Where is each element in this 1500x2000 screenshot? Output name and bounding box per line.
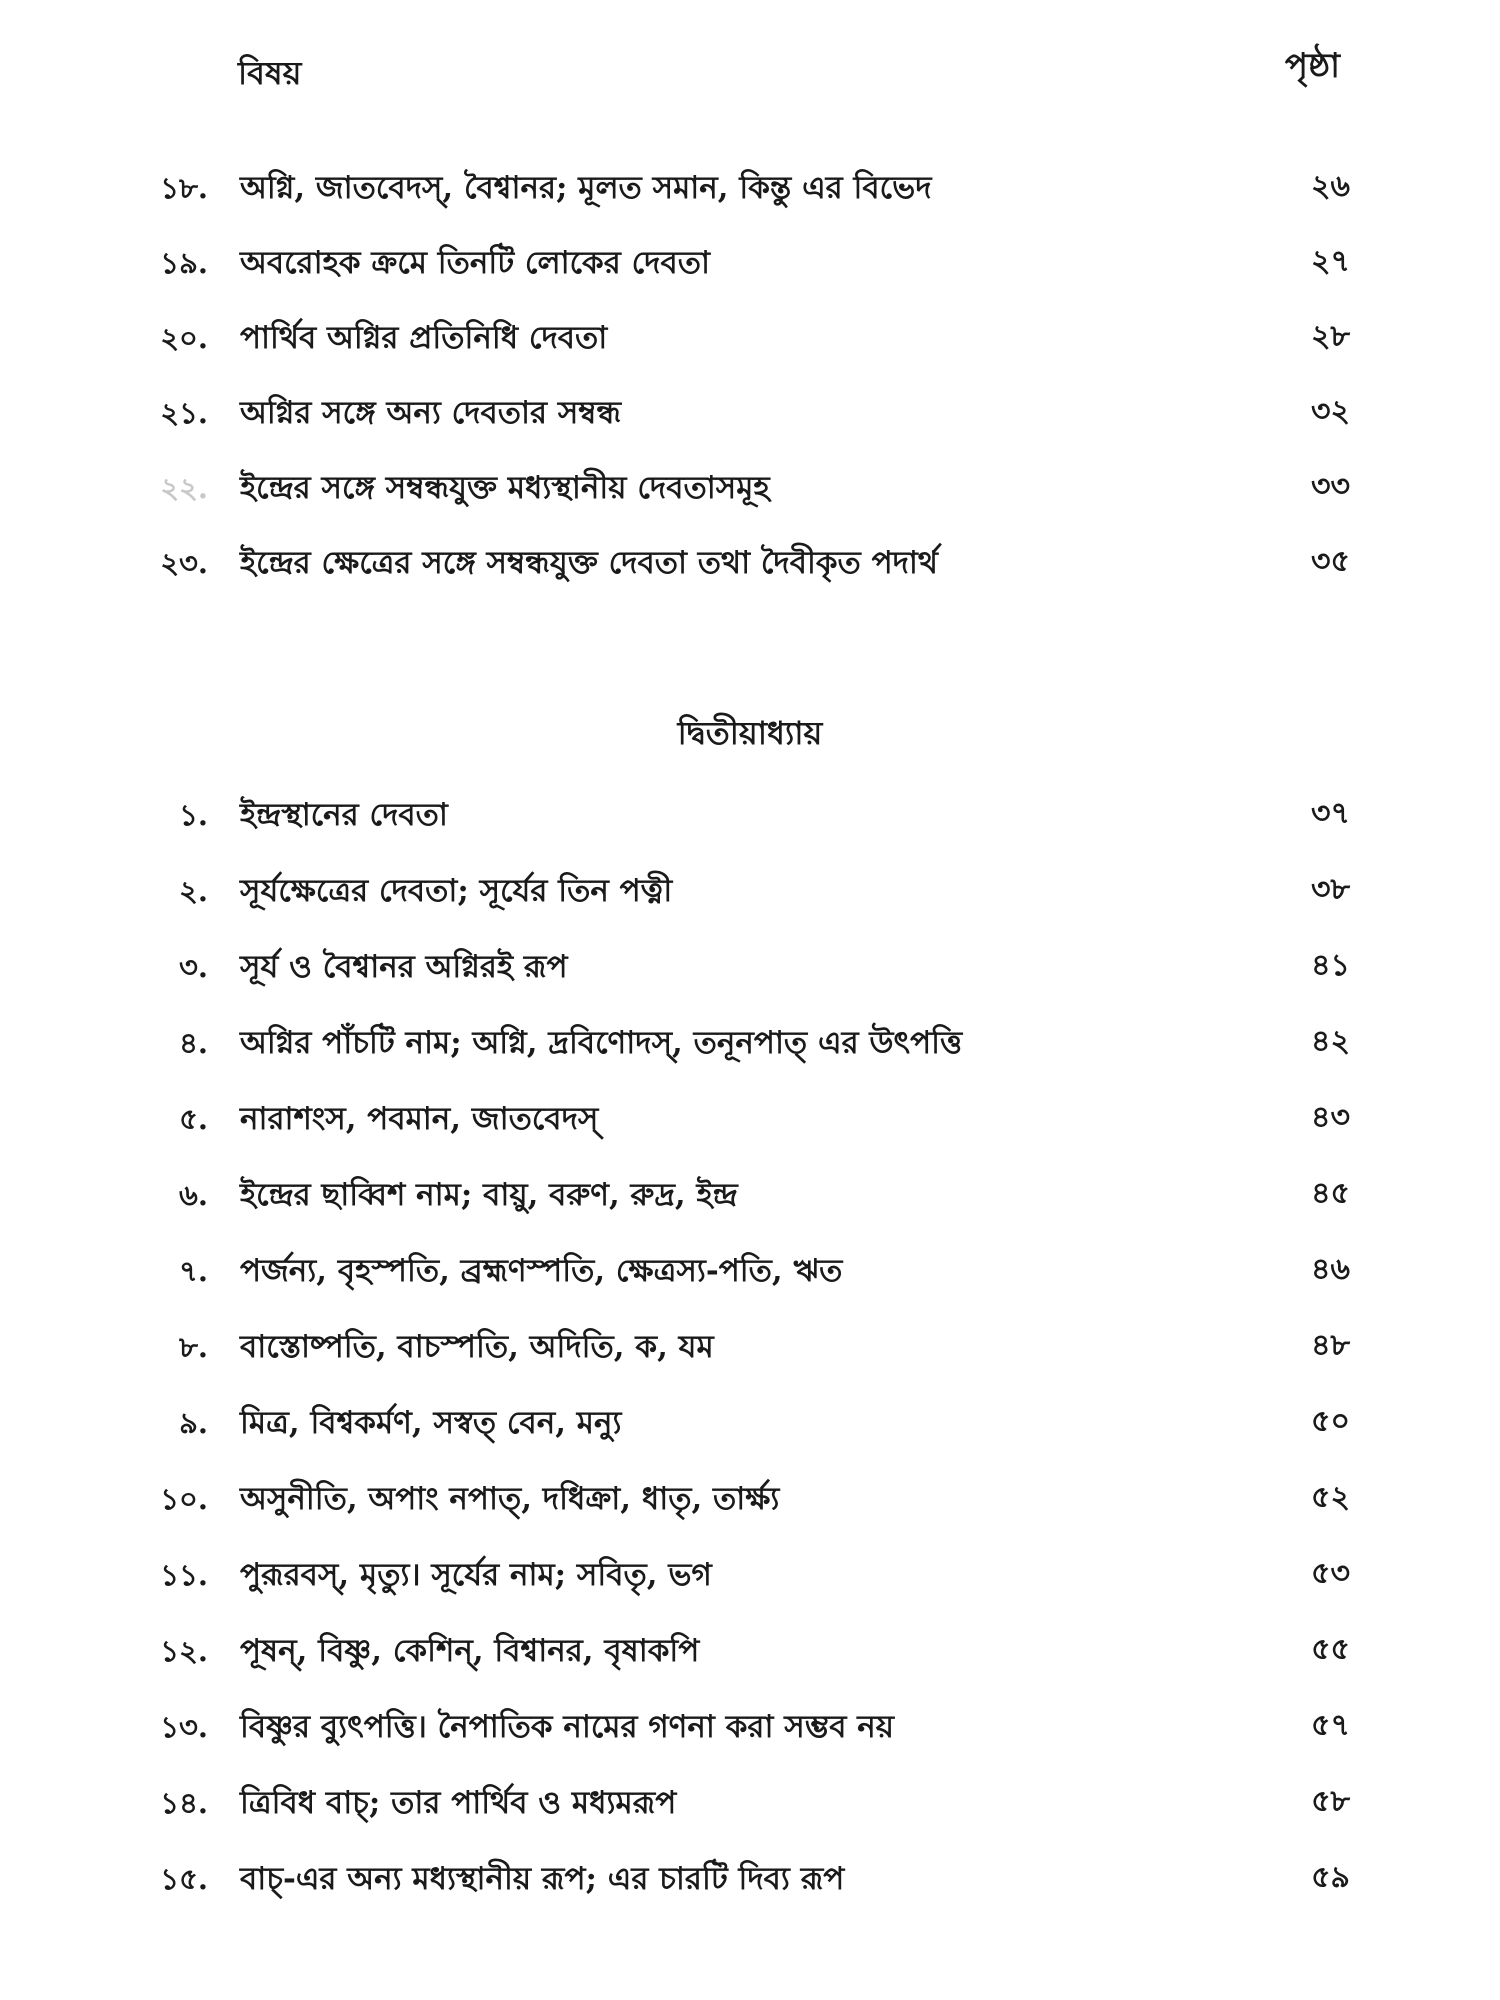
entry-page: ৫৭ — [1311, 1708, 1350, 1743]
entry-title: বিষ্ণুর ব্যুৎপত্তি। নৈপাতিক নামের গণনা করা সম্ভব নয় — [240, 1709, 895, 1745]
toc-entry — [0, 533, 1500, 608]
entry-number: ১৪. — [160, 1786, 208, 1820]
entry-title: ইন্দ্রের সঙ্গে সম্বন্ধযুক্ত মধ্যস্থানীয় দেবতাসমূহ — [240, 470, 770, 506]
toc-entry — [0, 458, 1500, 533]
entry-number: ৩. — [179, 950, 208, 984]
entry-number: ১৩. — [160, 1710, 208, 1744]
page-column-header: পৃষ্ঠা — [1284, 46, 1340, 86]
entry-title: বাস্তোষ্পতি, বাচস্পতি, অদিতি, ক, যম — [240, 1329, 714, 1365]
toc-entry — [0, 1317, 1500, 1393]
toc-section-second — [0, 785, 1500, 1925]
entry-page: ৫২ — [1311, 1480, 1350, 1515]
entry-page: ৩৭ — [1310, 796, 1350, 831]
entry-page: ৪২ — [1311, 1024, 1350, 1059]
toc-entry — [0, 383, 1500, 458]
entry-title: ত্রিবিধ বাচ্; তার পার্থিব ও মধ্যমরূপ — [240, 1785, 677, 1821]
entry-number: ৬. — [179, 1178, 208, 1212]
toc-entry — [0, 1697, 1500, 1773]
entry-title: পূষন্, বিষ্ণু, কেশিন্, বিশ্বানর, বৃষাকপি — [240, 1633, 700, 1669]
entry-title: অসুনীতি, অপাং নপাত্, দধিক্রা, ধাতৃ, তার্ক্ষ্য — [240, 1481, 780, 1517]
toc-entry — [0, 1849, 1500, 1925]
entry-page: ২৬ — [1310, 169, 1350, 204]
entry-page: ৪৫ — [1311, 1176, 1350, 1211]
toc-entry — [0, 1393, 1500, 1469]
entry-number: ২৩. — [160, 546, 208, 580]
entry-page: ৫০ — [1311, 1404, 1350, 1439]
entry-title: পর্জন্য, বৃহস্পতি, ব্রহ্মণস্পতি, ক্ষেত্রস্য-পতি, ঋত — [240, 1253, 843, 1289]
toc-entry — [0, 308, 1500, 383]
entry-title: ইন্দ্রের ছাব্বিশ নাম; বায়ু, বরুণ, রুদ্র, ইন্দ্র — [240, 1177, 738, 1213]
entry-page: ২৭ — [1310, 244, 1350, 279]
entry-page: ৩৮ — [1311, 872, 1350, 907]
entry-number: ৪. — [179, 1026, 208, 1060]
entry-title: বাচ্-এর অন্য মধ্যস্থানীয় রূপ; এর চারটি দিব্য রূপ — [240, 1861, 845, 1897]
entry-number: ১১. — [160, 1558, 208, 1592]
toc-entry — [0, 1241, 1500, 1317]
entry-title: পার্থিব অগ্নির প্রতিনিধি দেবতা — [240, 320, 608, 356]
entry-page: ৪১ — [1311, 948, 1350, 983]
toc-entry — [0, 1773, 1500, 1849]
entry-title: সূর্যক্ষেত্রের দেবতা; সূর্যের তিন পত্নী — [240, 873, 673, 909]
entry-number: ২০. — [160, 321, 208, 355]
subject-column-header: বিষয় — [238, 54, 302, 92]
toc-entry — [0, 785, 1500, 861]
entry-page: ৩৫ — [1311, 544, 1350, 579]
entry-title: ইন্দ্রের ক্ষেত্রের সঙ্গে সম্বন্ধযুক্ত দেবতা তথা দৈবীকৃত পদার্থ — [240, 545, 938, 581]
chapter-heading: দ্বিতীয়াধ্যায় — [677, 714, 823, 752]
entry-number: ১২. — [160, 1634, 208, 1668]
entry-title: অগ্নি, জাতবেদস্, বৈশ্বানর; মূলত সমান, কিন্তু এর বিভেদ — [240, 170, 932, 206]
entry-number: ৭. — [179, 1254, 208, 1288]
entry-number: ১৯. — [160, 246, 208, 280]
entry-page: ৪৩ — [1311, 1100, 1350, 1135]
toc-entry — [0, 1621, 1500, 1697]
toc-entry — [0, 1013, 1500, 1089]
entry-title: অবরোহক ক্রমে তিনটি লোকের দেবতা — [240, 245, 710, 281]
entry-number: ২২. — [160, 471, 208, 505]
toc-entry — [0, 233, 1500, 308]
entry-title: সূর্য ও বৈশ্বানর অগ্নিরই রূপ — [240, 949, 568, 985]
toc-entry — [0, 1469, 1500, 1545]
toc-section-first — [0, 158, 1500, 608]
entry-title: অগ্নির সঙ্গে অন্য দেবতার সম্বন্ধ — [240, 395, 622, 431]
toc-entry — [0, 861, 1500, 937]
toc-entry — [0, 1165, 1500, 1241]
entry-number: ১. — [179, 798, 208, 832]
entry-page: ৩৩ — [1310, 469, 1350, 504]
entry-page: ৫৮ — [1311, 1784, 1350, 1819]
entry-title: ইন্দ্রস্থানের দেবতা — [240, 797, 448, 833]
entry-page: ৫৩ — [1311, 1556, 1350, 1591]
entry-number: ১৫. — [160, 1862, 208, 1896]
entry-number: ২১. — [160, 396, 208, 430]
entry-number: ৫. — [179, 1102, 208, 1136]
entry-number: ৮. — [179, 1330, 208, 1364]
entry-number: ২. — [179, 874, 208, 908]
entry-number: ৯. — [179, 1406, 208, 1440]
entry-page: ৪৬ — [1311, 1252, 1350, 1287]
entry-page: ২৮ — [1311, 319, 1350, 354]
entry-page: ৫৯ — [1311, 1860, 1350, 1895]
entry-title: নারাশংস, পবমান, জাতবেদস্ — [240, 1101, 599, 1137]
toc-entry — [0, 1545, 1500, 1621]
entry-page: ৩২ — [1310, 394, 1350, 429]
entry-number: ১৮. — [160, 171, 208, 205]
entry-page: ৫৫ — [1311, 1632, 1350, 1667]
entry-title: অগ্নির পাঁচটি নাম; অগ্নি, দ্রবিণোদস্, তনূনপাত্ এর উৎপত্তি — [240, 1025, 963, 1061]
toc-entry — [0, 1089, 1500, 1165]
toc-entry — [0, 937, 1500, 1013]
toc-entry — [0, 158, 1500, 233]
entry-number: ১০. — [160, 1482, 208, 1516]
entry-page: ৪৮ — [1311, 1328, 1350, 1363]
entry-title: পুরূরবস্, মৃত্যু। সূর্যের নাম; সবিতৃ, ভগ — [240, 1557, 712, 1593]
entry-title: মিত্র, বিশ্বকর্মণ, সস্বত্ বেন, মন্যু — [240, 1405, 622, 1441]
